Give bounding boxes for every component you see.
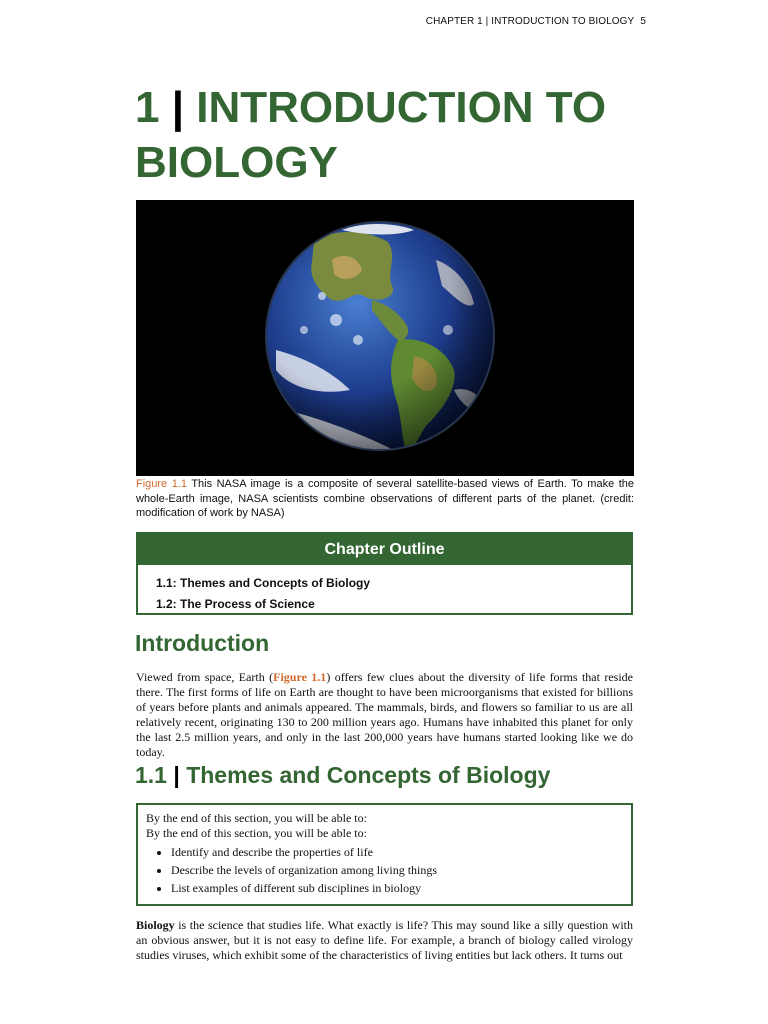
introduction-paragraph: [136, 670, 633, 760]
chapter-title-text: INTRODUCTION TO BIOLOGY: [135, 83, 607, 187]
chapter-outline-list: [138, 565, 631, 615]
biology-term: Biology: [136, 918, 175, 932]
intro-text-rest: ) offers few clues about the diversity of life forms that reside there. The first forms of life on Earth are thought to have been microorganisms that existed for billions of years before plants and animals appeared. The mammals, birds, and flowers so familiar to us are all relatively recent, originating 130 to 200 million years ago. Humans have inhabited this planet for only the last 2.5 million years, and only in the last 200,000 years have humans started looking like we do today.: [136, 670, 633, 759]
earth-figure-image: [136, 200, 634, 476]
figure-label: Figure 1.1: [136, 478, 187, 490]
figure-link[interactable]: Figure 1.1: [273, 670, 327, 684]
objective-item: • List examples of different sub disciplines in biology: [171, 879, 623, 897]
figure-caption: [136, 477, 634, 521]
running-header: [426, 16, 646, 27]
chapter-number: 1: [135, 83, 160, 132]
figure-caption-text: This NASA image is a composite of several satellite-based views of Earth. To make the whole-Earth image, NASA scientists combine observations of different parts of the planet. (credit: modification of work by NASA): [136, 478, 634, 519]
earth-globe-illustration: [136, 200, 634, 476]
objectives-intro: By the end of this section, you will be able to:: [146, 811, 367, 825]
section-separator: |: [173, 762, 180, 788]
section-title: Themes and Concepts of Biology: [186, 762, 551, 788]
objectives-intro-repeat: By the end of this section, you will be able to:: [146, 826, 367, 840]
section-number: 1.1: [135, 762, 167, 788]
introduction-heading: Introduction: [135, 630, 270, 656]
learning-objectives-box: [136, 803, 633, 906]
outline-item[interactable]: 1.2: The Process of Science: [156, 597, 315, 611]
objective-item: • Describe the levels of organization among living things: [171, 861, 623, 879]
section-heading-themes: [135, 762, 550, 789]
biology-paragraph: [136, 918, 633, 963]
page-number: 5: [640, 16, 646, 27]
title-separator: |: [171, 83, 185, 132]
biology-paragraph-text: is the science that studies life. What exactly is life? This may sound like a silly question with an obvious answer, but it is not easy to define life. For example, a branch of biology called virology studies viruses, which exhibit some of the characteristics of living entities but lack others. It turns out: [136, 918, 633, 962]
chapter-outline-box: [136, 532, 633, 615]
outline-item[interactable]: 1.1: Themes and Concepts of Biology: [156, 576, 371, 590]
running-header-text: CHAPTER 1 | INTRODUCTION TO BIOLOGY: [425, 16, 635, 27]
chapter-outline-title: Chapter Outline: [138, 534, 631, 565]
objectives-list: [146, 843, 623, 897]
intro-text-start: Viewed from space, Earth (: [136, 670, 274, 684]
chapter-title: [135, 80, 655, 190]
objective-item: • Identify and describe the properties of life: [171, 843, 623, 861]
